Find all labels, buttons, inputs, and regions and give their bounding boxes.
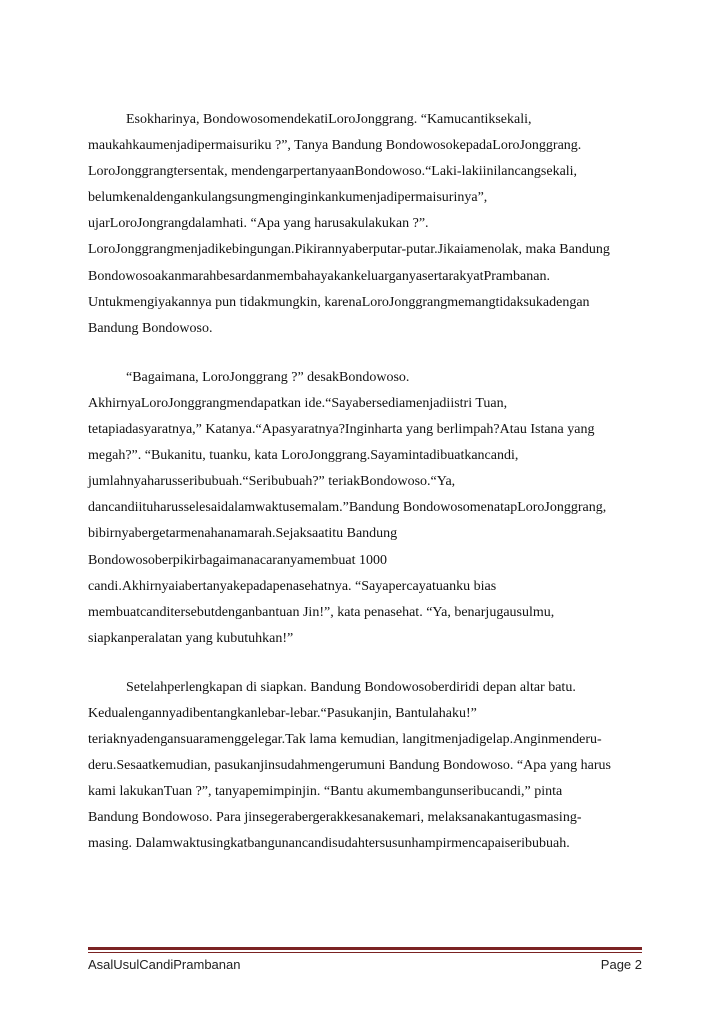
footer-rule-thin <box>88 952 642 953</box>
text-line: LoroJonggrangtersentak, mendengarpertanyaanBondowoso.“Laki-lakiinilancangsekali, <box>88 164 578 180</box>
page-number: Page 2 <box>600 957 642 972</box>
text-line: tetapiadasyaratnya,” Katanya.“Apasyaratnya?Inginharta yang berlimpah?Atau Istana yang <box>88 422 595 438</box>
text-line: membuatcanditersebutdenganbantuan Jin!”, kata penasehat. “Ya, benarjugausulmu, <box>88 604 555 620</box>
paragraph-3 <box>88 675 648 858</box>
text-line: Kedualengannyadibentangkanlebar-lebar.“Pasukanjin, Bantulahaku!” <box>88 705 477 721</box>
text-line: maukahkaumenjadipermaisuriku ?”, Tanya Bandung BondowosokepadaLoroJonggrang. <box>88 138 582 154</box>
text-line: BondowosoakanmarahbesardanmembahayakankeluarganyasertarakyatPrambanan. <box>88 268 550 284</box>
text-line: dancandiituharusselesaidalamwaktusemalam.”Bandung BondowosomenatapLoroJonggrang, <box>88 500 607 516</box>
text-line: jumlahnyaharusseribubuah.“Seribubuah?” teriakBondowoso.“Ya, <box>88 474 456 490</box>
text-line: Setelahperlengkapan di siapkan. Bandung Bondowosoberdiridi depan altar batu. <box>126 679 576 695</box>
text-line: siapkanperalatan yang kubutuhkan!” <box>88 630 294 646</box>
text-line: Bondowosoberpikirbagaimanacaranyamembuat 1000 <box>88 552 387 568</box>
text-line: Bandung Bondowoso. Para jinsegerabergerakkesanakemari, melaksanakantugasmasing- <box>88 810 582 826</box>
text-line: masing. Dalamwaktusingkatbangunancandisudahtersusunhampirmencapaiseribubuah. <box>88 836 570 852</box>
text-line: LoroJonggrangmenjadikebingungan.Pikirannyaberputar-putar.Jikaiamenolak, maka Bandung <box>88 242 610 258</box>
text-line: Bandung Bondowoso. <box>88 320 213 336</box>
text-line: belumkenaldengankulangsungmenginginkankumenjadipermaisurinya”, <box>88 190 488 206</box>
text-line: ujarLoroJongrangdalamhati. “Apa yang harusakulakukan ?”. <box>88 216 429 232</box>
footer-title: AsalUsulCandiPrambanan <box>88 957 241 972</box>
text-line: “Bagaimana, LoroJonggrang ?” desakBondowoso. <box>126 369 410 385</box>
text-line: deru.Sesaatkemudian, pasukanjinsudahmengerumuni Bandung Bondowoso. “Apa yang harus <box>88 758 611 774</box>
text-line: teriaknyadengansuaramenggelegar.Tak lama kemudian, langitmenjadigelap.Anginmenderu- <box>88 732 602 748</box>
footer-rule-thick <box>88 947 642 950</box>
text-line: AkhirnyaLoroJonggrangmendapatkan ide.“Sayabersediamenjadiistri Tuan, <box>88 395 508 411</box>
text-line: candi.Akhirnyaiabertanyakepadapenasehatnya. “Sayapercayatuanku bias <box>88 578 497 594</box>
text-line: megah?”. “Bukanitu, tuanku, kata LoroJonggrang.Sayamintadibuatkancandi, <box>88 448 519 464</box>
paragraph-1 <box>88 107 648 342</box>
body-text <box>88 107 648 881</box>
text-line: Untukmengiyakannya pun tidakmungkin, karenaLoroJonggrangmemangtidaksukadengan <box>88 294 590 310</box>
text-line: kami lakukanTuan ?”, tanyapemimpinjin. “Bantu akumembangunseribucandi,” pinta <box>88 784 563 800</box>
text-line: Esokharinya, BondowosomendekatiLoroJonggrang. “Kamucantiksekali, <box>126 112 532 127</box>
paragraph-2 <box>88 365 648 652</box>
text-line: bibirnyabergetarmenahanamarah.Sejaksaatitu Bandung <box>88 526 398 542</box>
